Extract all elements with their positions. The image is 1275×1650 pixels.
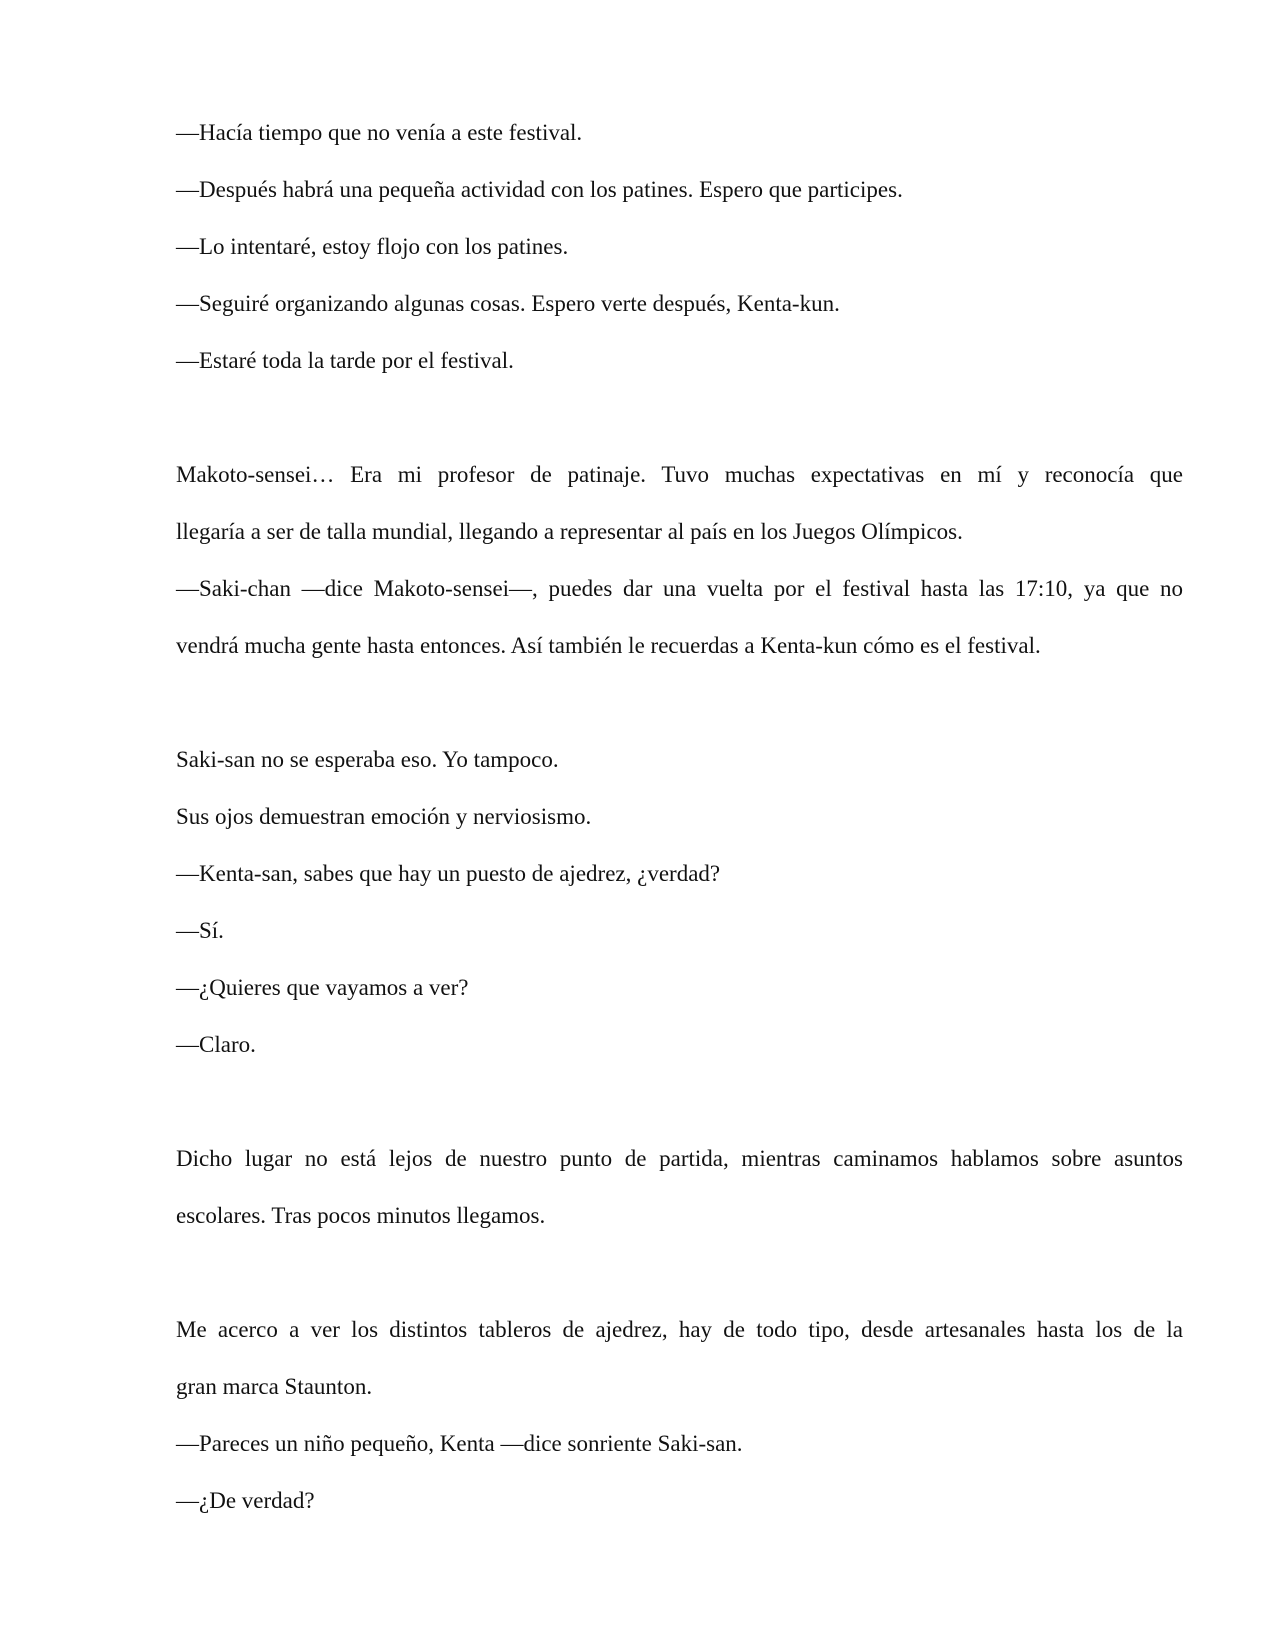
- dialogue-line: —Seguiré organizando algunas cosas. Espero verte después, Kenta-kun.: [176, 291, 840, 316]
- dialogue-line: —¿De verdad?: [176, 1488, 315, 1513]
- paragraph-line: vendrá mucha gente hasta entonces. Así también le recuerdas a Kenta-kun cómo es el festival.: [176, 633, 1041, 658]
- paragraph-line: Sus ojos demuestran emoción y nerviosismo.: [176, 804, 592, 829]
- dialogue-line: —Después habrá una pequeña actividad con los patines. Espero que participes.: [176, 177, 903, 202]
- paragraph-line: llegaría a ser de talla mundial, llegando a representar al país en los Juegos Olímpicos.: [176, 519, 963, 544]
- dialogue-line: —Pareces un niño pequeño, Kenta —dice sonriente Saki-san.: [176, 1431, 743, 1456]
- dialogue-line: —Lo intentaré, estoy flojo con los patines.: [176, 234, 569, 259]
- paragraph-line: gran marca Staunton.: [176, 1374, 373, 1399]
- paragraph-line: escolares. Tras pocos minutos llegamos.: [176, 1203, 546, 1228]
- dialogue-line: —Claro.: [176, 1032, 256, 1057]
- dialogue-line: —Hacía tiempo que no venía a este festival.: [176, 120, 583, 145]
- dialogue-line: —Sí.: [176, 918, 224, 943]
- paragraph-line: Dicho lugar no está lejos de nuestro punto de partida, mientras caminamos hablamos sobre asuntos: [176, 1146, 1183, 1171]
- paragraph-line: Makoto-sensei… Era mi profesor de patinaje. Tuvo muchas expectativas en mí y reconocía que: [176, 462, 1183, 487]
- dialogue-line: —Kenta-san, sabes que hay un puesto de ajedrez, ¿verdad?: [176, 861, 721, 886]
- paragraph-line: Saki-san no se esperaba eso. Yo tampoco.: [176, 747, 559, 772]
- paragraph-line: Me acerco a ver los distintos tableros de ajedrez, hay de todo tipo, desde artesanales hasta los de la: [176, 1317, 1183, 1342]
- dialogue-line: —Saki-chan —dice Makoto-sensei—, puedes dar una vuelta por el festival hasta las 17:10, ya que no: [176, 576, 1183, 601]
- dialogue-line: —¿Quieres que vayamos a ver?: [176, 975, 469, 1000]
- dialogue-line: —Estaré toda la tarde por el festival.: [176, 348, 514, 373]
